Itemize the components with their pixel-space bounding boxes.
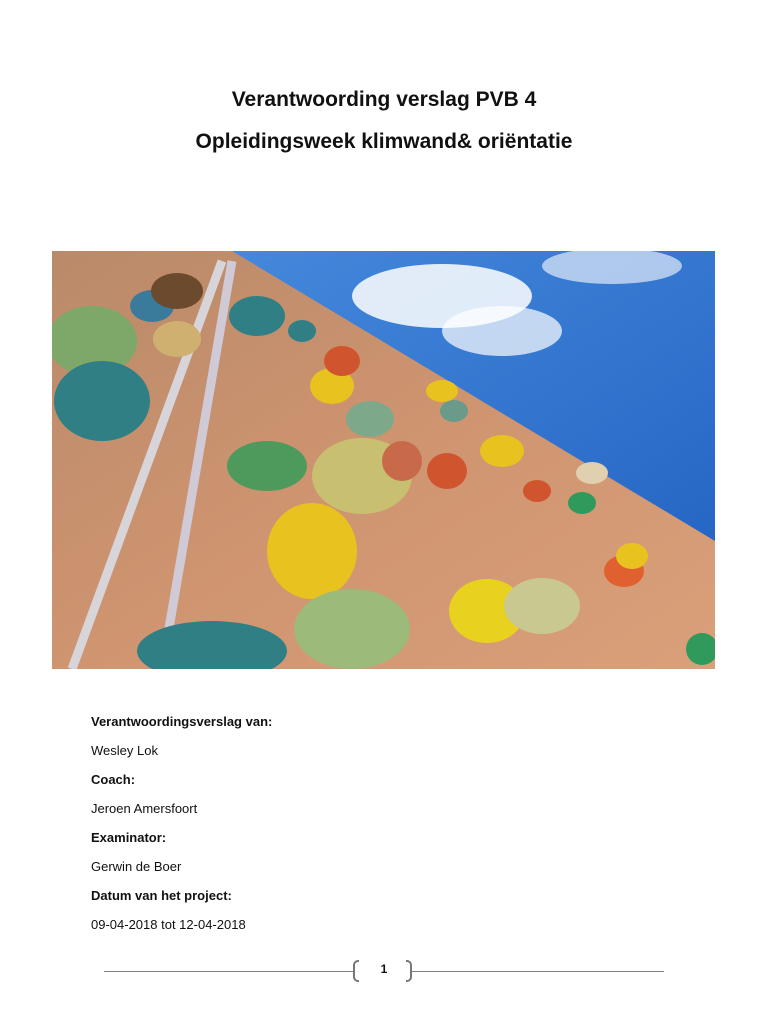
cover-photo	[52, 251, 715, 669]
author-label: Verantwoordingsverslag van:	[91, 714, 273, 729]
document-subtitle: Opleidingsweek klimwand& oriëntatie	[195, 130, 573, 153]
footer-rule-left	[104, 971, 354, 972]
author-name: Wesley Lok	[91, 743, 158, 758]
page-number: 1	[380, 962, 388, 976]
coach-label: Coach:	[91, 772, 136, 787]
footer-bracket-right	[406, 960, 412, 982]
footer-rule-right	[412, 971, 664, 972]
project-date-label: Datum van het project:	[91, 888, 232, 903]
project-date-value: 09-04-2018 tot 12-04-2018	[91, 917, 246, 932]
footer-bracket-left	[353, 960, 359, 982]
coach-name: Jeroen Amersfoort	[91, 801, 198, 816]
document-title: Verantwoording verslag PVB 4	[231, 88, 537, 111]
examiner-label: Examinator:	[91, 830, 167, 845]
examiner-name: Gerwin de Boer	[91, 859, 182, 874]
